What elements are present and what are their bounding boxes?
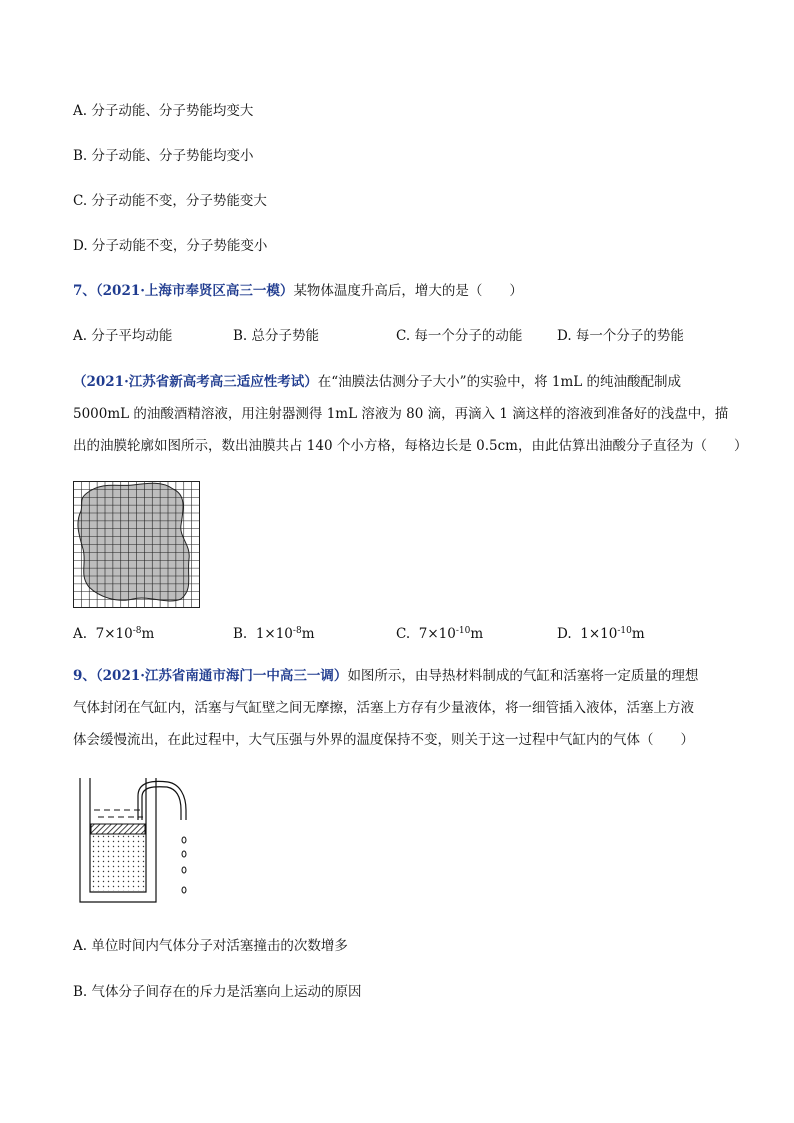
siphon-tube-inner <box>142 787 181 820</box>
q8-stem-line2: 5000mL 的油酸酒精溶液，用注射器测得 1mL 溶液为 80 滴，再滴入 1 滴这样的溶液到准备好的浅盘中，描 <box>73 406 729 422</box>
gas-region <box>91 834 145 891</box>
q6-option-c: C. 分子动能不变，分子势能变大 <box>73 193 267 209</box>
q7-option-a: A. 分子平均动能 <box>73 328 173 344</box>
q7-stem: 某物体温度升高后，增大的是（ ） <box>293 283 523 299</box>
q6-option-d: D. 分子动能不变，分子势能变小 <box>73 238 268 254</box>
q7-stem-line <box>73 281 523 301</box>
q8-option-c-exp: -10 <box>455 626 471 636</box>
q7-source: （2021·上海市奉贤区高三一模） <box>95 283 294 299</box>
q9-option-a: A. 单位时间内气体分子对活塞撞击的次数增多 <box>73 938 348 954</box>
q8-option-c <box>396 621 483 644</box>
q6-option-b: B. 分子动能、分子势能均变小 <box>73 148 254 164</box>
q8-stem-part1: 在“油膜法估测分子大小”的实验中，将 1mL 的纯油酸配制成 <box>317 374 682 390</box>
q9-stem-part1: 如图所示，由导热材料制成的气缸和活塞将一定质量的理想 <box>347 668 699 684</box>
q8-option-a-exp: -8 <box>132 626 142 636</box>
q9-source: （2021·江苏省南通市海门一中高三一调） <box>95 668 348 684</box>
cylinder-piston-figure <box>76 774 200 906</box>
q7-number: 7、 <box>73 283 96 299</box>
q7-option-d: D. 每一个分子的势能 <box>557 328 684 344</box>
q9-stem-line3: 体会缓慢流出，在此过程中，大气压强与外界的温度保持不变，则关于这一过程中气缸内的气体（ ） <box>73 732 694 748</box>
q8-option-b-mantissa: 1×10 <box>255 626 293 642</box>
q8-option-b-prefix: B. <box>233 626 248 642</box>
q8-option-d-exp: -10 <box>617 626 632 636</box>
q8-option-a-unit: m <box>141 626 155 642</box>
q8-stem-line3: 出的油膜轮廓如图所示，数出油膜共占 140 个小方格，每格边长是 0.5cm，由此估算出油酸分子直径为（ ） <box>73 438 748 454</box>
droplets <box>182 837 186 893</box>
q9-number: 9、 <box>73 668 96 684</box>
q8-option-b-unit: m <box>301 626 315 642</box>
oil-film-grid-figure <box>73 481 200 608</box>
q8-option-b-exp: -8 <box>292 626 302 636</box>
q8-option-d-mantissa: 1×10 <box>580 626 618 642</box>
q8-option-a-mantissa: 7×10 <box>95 626 133 642</box>
piston <box>91 824 145 834</box>
q9-stem-line1 <box>73 666 698 686</box>
q8-option-d-unit: m <box>631 626 645 642</box>
q9-option-b: B. 气体分子间存在的斥力是活塞向上运动的原因 <box>73 984 362 1000</box>
q8-option-a-prefix: A. <box>73 626 88 642</box>
q8-option-d-prefix: D. <box>557 626 572 642</box>
q8-option-c-prefix: C. <box>396 626 411 642</box>
q8-source: （2021·江苏省新高考高三适应性考试） <box>73 374 318 390</box>
q8-option-c-mantissa: 7×10 <box>418 626 456 642</box>
q8-stem-line1 <box>73 372 681 392</box>
q8-option-a <box>73 621 154 644</box>
q8-option-d <box>557 621 645 644</box>
q8-option-b <box>233 621 315 644</box>
q6-option-a: A. 分子动能、分子势能均变大 <box>73 103 254 119</box>
liquid-layer <box>94 810 143 817</box>
q8-option-c-unit: m <box>470 626 484 642</box>
oil-film-shape <box>78 483 189 601</box>
q7-option-b: B. 总分子势能 <box>233 328 320 344</box>
q7-option-c: C. 每一个分子的动能 <box>396 328 523 344</box>
q9-stem-line2: 气体封闭在气缸内，活塞与气缸壁之间无摩擦，活塞上方存有少量液体，将一细管插入液体，活塞上方液 <box>73 700 694 716</box>
